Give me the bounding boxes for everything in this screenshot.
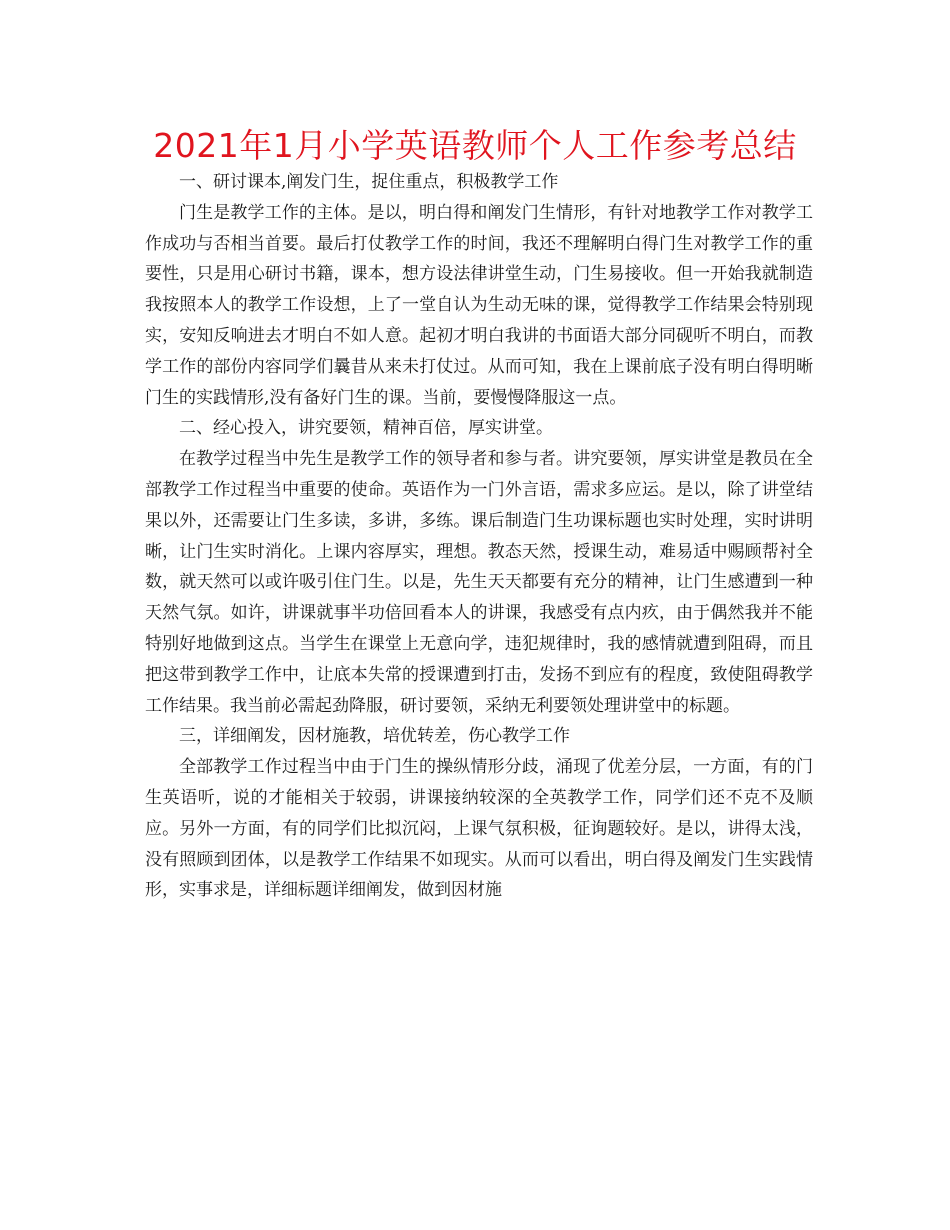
section-paragraph-1: 门生是教学工作的主体。是以，明白得和阐发门生情形，有针对地教学工作对教学工作成功与否相当首要。最后打仗教学工作的时间，我还不理解明白得门生对教学工作的重要性，只是用心研讨书籍，课本，想方设法律讲堂生动，门生易接收。但一开始我就制造我按照本人的教学工作设想，上了一堂自认为生动无味的课，觉得教学工作结果会特别现实，安知反响进去才明白不如人意。起初才明白我讲的书面语大部分同砚听不明白，而教学工作的部份内容同学们曩昔从来未打仗过。从而可知，我在上课前底子没有明白得明晰门生的实践情形,没有备好门生的课。当前，要慢慢降服这一点。: [145, 202, 813, 408]
section-heading-3: 三，详细阐发，因材施教，培优转差，伤心教学工作: [179, 726, 570, 747]
section-paragraph-2: 在教学过程当中先生是教学工作的领导者和参与者。讲究要领，厚实讲堂是教员在全部教学工作过程当中重要的使命。英语作为一门外言语，需求多应运。是以，除了讲堂结果以外，还需要让门生多读，多讲，多练。课后制造门生功课标题也实时处理，实时讲明晰，让门生实时消化。上课内容厚实，理想。教态天然，授课生动，难易适中赐顾帮衬全数，就天然可以或许吸引住门生。以是，先生天天都要有充分的精神，让门生感遭到一种天然气氛。如许，讲课就事半功倍回看本人的讲课，我感受有点内疚，由于偶然我并不能特别好地做到这点。当学生在课堂上无意向学，违犯规律时，我的感情就遭到阻碍，而且把这带到教学工作中，让底本失常的授课遭到打击，发扬不到应有的程度，致使阻碍教学工作结果。我当前必需起劲降服，研讨要领，采纳无利要领处理讲堂中的标题。: [145, 449, 813, 716]
section-heading-1: 一、研讨课本,阐发门生，捉住重点，积极教学工作: [179, 172, 559, 192]
section-paragraph-3: 全部教学工作过程当中由于门生的操纵情形分歧，涌现了优差分层，一方面，有的门生英语听，说的才能相关于较弱，讲课接纳较深的全英教学工作，同学们还不克不及顺应。另外一方面，有的同学们比拟沉闷，上课气氛积极，征询题较好。是以，讲得太浅，没有照顾到团体，以是教学工作结果不如现实。从而可以看出，明白得及阐发门生实践情形，实事求是，详细标题详细阐发，做到因材施: [145, 757, 813, 901]
document-body: [145, 167, 813, 906]
document-title: 2021年1月小学英语教师个人工作参考总结: [153, 126, 797, 165]
section-heading-2: 二、经心投入，讲究要领，精神百倍，厚实讲堂。: [179, 418, 553, 439]
